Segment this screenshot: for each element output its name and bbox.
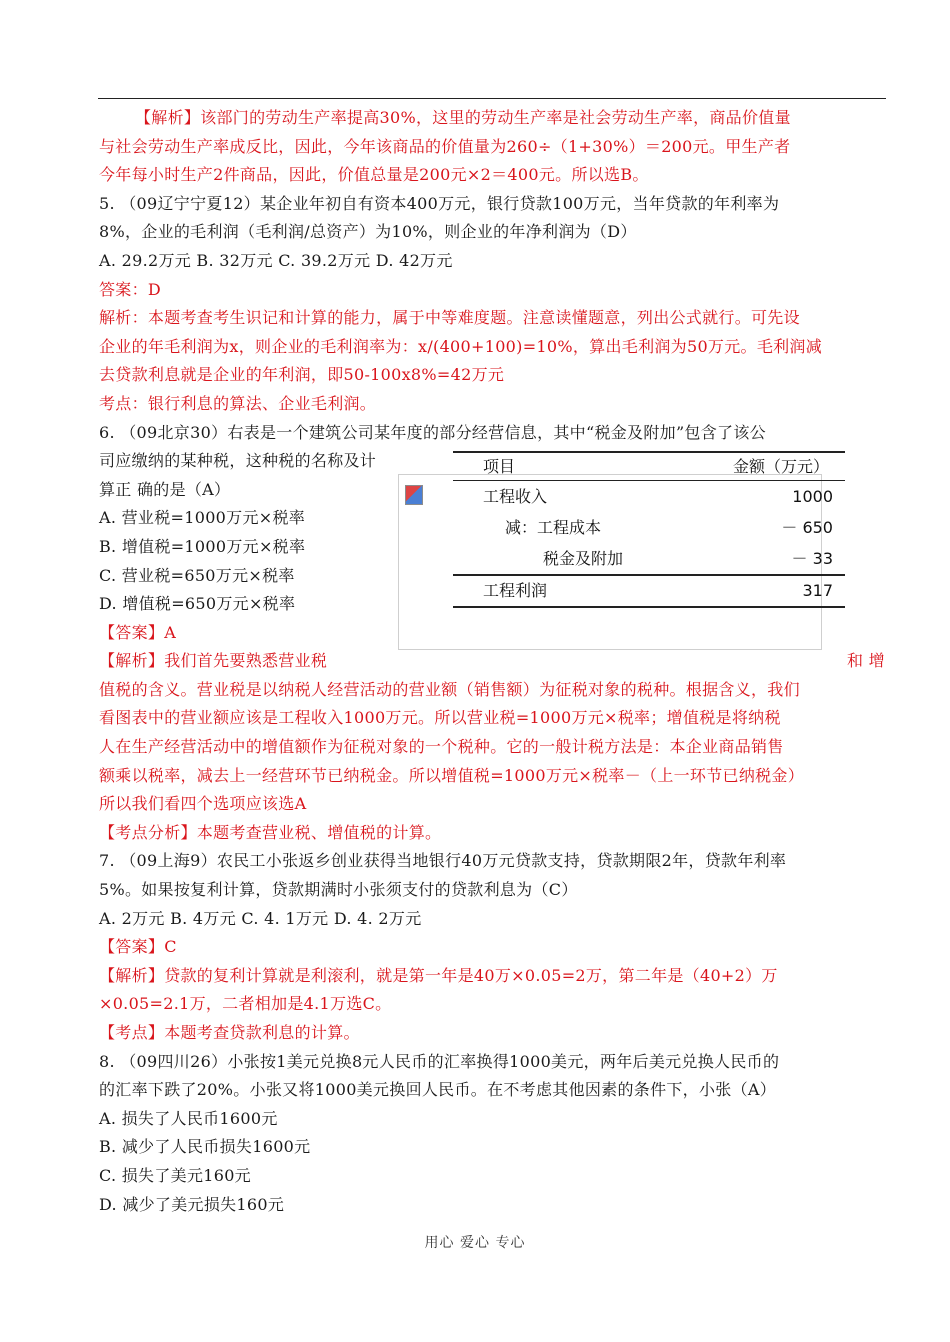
option-b: B. 减少了人民币损失1600元: [99, 1137, 311, 1157]
question-7-line: 7. （09上海9）农民工小张返乡创业获得当地银行40万元贷款支持，贷款期限2年，贷款年利率: [99, 851, 787, 871]
row-label: 税金及附加: [543, 549, 624, 568]
analysis-start: 【解析】我们首先要熟悉营业税: [99, 651, 328, 671]
text-line: 今年每小时生产2件商品，因此，价值总量是200元×2＝400元。所以选B。: [99, 165, 649, 185]
question-5-options: A. 29.2万元 B. 32万元 C. 39.2万元 D. 42万元: [99, 250, 453, 270]
total-label: 工程利润: [483, 581, 548, 600]
question-5-line: 5. （09辽宁宁夏12）某企业年初自有资本400万元，银行贷款100万元，当年贷款的年利率为: [99, 193, 780, 213]
text-line: 人在生产经营活动中的增值额作为征税对象的一个税种。它的一般计税方法是：本企业商品销售: [99, 737, 784, 757]
text-line: 与社会劳动生产率成反比，因此，今年该商品的价值量为260÷（1+30%）＝200元。甲生产者: [99, 136, 791, 156]
total-value: 317: [802, 581, 833, 600]
text-line: 【考点分析】本题考查营业税、增值税的计算。: [99, 822, 442, 842]
text-line: 【解析】该部门的劳动生产率提高30%，这里的劳动生产率是社会劳动生产率，商品价值量: [135, 108, 791, 127]
text-line: 【考点】本题考查贷款利息的计算。: [99, 1023, 360, 1042]
text-line: 解析：本题考查考生识记和计算的能力，属于中等难度题。注意读懂题意，列出公式就行。可先设: [99, 308, 800, 328]
text-line: 值税的含义。营业税是以纳税人经营活动的营业额（销售额）为征税对象的税种。根据含义，我们: [99, 679, 800, 699]
question-7-options: A. 2万元 B. 4万元 C. 4. 1万元 D. 4. 2万元: [99, 908, 422, 928]
document-body: [99, 104, 885, 1219]
option-a: A. 损失了人民币1600元: [99, 1108, 278, 1128]
text-line: 企业的年毛利润为x，则企业的毛利润率为：x/(400+100)=10%，算出毛利润为50万元。毛利润减: [99, 336, 823, 356]
answer-line: 【答案】A: [99, 622, 177, 642]
table-total-row: [453, 574, 845, 608]
row-value: 1000: [792, 487, 833, 506]
financial-table: [453, 451, 845, 608]
row-label: 减：工程成本: [505, 518, 602, 537]
table-row: [453, 481, 845, 512]
text-line: 8%，企业的毛利润（毛利润/总资产）为10%，则企业的年净利润为（D）: [99, 222, 637, 242]
option-b: B. 增值税=1000万元×税率: [99, 536, 306, 556]
option-a: A. 营业税=1000万元×税率: [99, 508, 306, 528]
answer-line: 【答案】C: [99, 937, 177, 957]
table-header: [453, 451, 845, 481]
page-footer: 用心 爱心 专心: [424, 1235, 526, 1251]
header-rule: [98, 98, 886, 99]
text-line: 司应缴纳的某种税，这种税的名称及计: [99, 451, 377, 471]
text-line: 5%。如果按复利计算，贷款期满时小张须支付的贷款利息为（C）: [99, 880, 578, 900]
financial-table-figure: [398, 457, 833, 650]
image-placeholder-icon: [405, 485, 423, 505]
text-line: 的汇率下跌了20%。小张又将1000美元换回人民币。在不考虑其他因素的条件下，小张（A）: [99, 1080, 777, 1100]
row-value: － 650: [781, 518, 833, 537]
question-8-line: 8. （09四川26）小张按1美元兑换8元人民币的汇率换得1000美元，两年后美元兑换人民币的: [99, 1051, 780, 1071]
option-c: C. 营业税=650万元×税率: [99, 565, 295, 585]
option-d: D. 减少了美元损失160元: [99, 1194, 285, 1214]
option-d: D. 增值税=650万元×税率: [99, 594, 296, 614]
question-6-line: 6. （09北京30）右表是一个建筑公司某年度的部分经营信息，其中“税金及附加”包含了该公: [99, 422, 766, 442]
text-line: 看图表中的营业额应该是工程收入1000万元。所以营业税=1000万元×税率；增值税是将纳税: [99, 708, 781, 728]
text-line: ×0.05=2.1万，二者相加是4.1万选C。: [99, 994, 392, 1014]
table-row: [453, 512, 845, 543]
text-line: 去贷款利息就是企业的年利润，即50-100x8%=42万元: [99, 365, 505, 385]
option-c: C. 损失了美元160元: [99, 1165, 251, 1185]
header-item: 项目: [483, 457, 516, 476]
text-line: [99, 647, 885, 676]
text-line: 考点：银行利息的算法、企业毛利润。: [99, 393, 377, 413]
text-line: 算正 确的是（A）: [99, 479, 231, 499]
text-line: 【解析】贷款的复利计算就是利滚利，就是第一年是40万×0.05=2万，第二年是（40+2）万: [99, 965, 778, 985]
text-line: 所以我们看四个选项应该选A: [99, 794, 307, 814]
table-row: [453, 543, 845, 574]
text-line: 额乘以税率，减去上一经营环节已纳税金。所以增值税=1000万元×税率－（上一环节已纳税金）: [99, 765, 805, 785]
row-value: － 33: [791, 549, 833, 568]
row-label: 工程收入: [483, 487, 548, 506]
answer-line: 答案：D: [99, 279, 162, 299]
analysis-wrap: 和 增: [847, 651, 885, 671]
header-amount: 金额（万元）: [732, 457, 829, 476]
